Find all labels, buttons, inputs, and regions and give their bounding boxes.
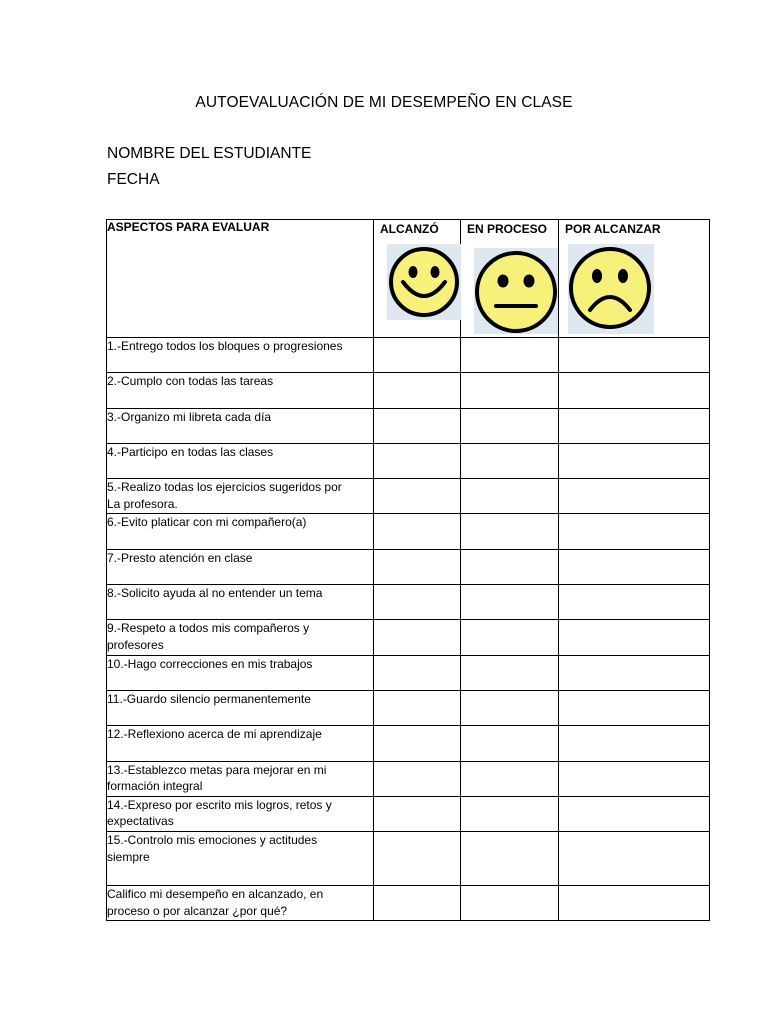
to-achieve-cell[interactable] bbox=[559, 338, 710, 373]
aspects-header: ASPECTOS PARA EVALUAR bbox=[107, 220, 374, 338]
aspect-text: 8.-Solicito ayuda al no entender un tema bbox=[107, 586, 323, 601]
table-row bbox=[107, 620, 710, 655]
achieved-cell[interactable] bbox=[374, 886, 461, 921]
achieved-cell[interactable] bbox=[374, 796, 461, 831]
aspect-text: 9.-Respeto a todos mis compañeros y bbox=[107, 621, 310, 636]
table-row bbox=[107, 726, 710, 761]
level-label-in-progress: EN PROCESO bbox=[467, 222, 548, 236]
to-achieve-cell[interactable] bbox=[559, 479, 710, 514]
table-row bbox=[107, 479, 710, 514]
aspect-cell bbox=[107, 886, 374, 921]
achieved-cell[interactable] bbox=[374, 443, 461, 478]
table-row bbox=[107, 443, 710, 478]
achieved-cell[interactable] bbox=[374, 655, 461, 690]
achieved-cell[interactable] bbox=[374, 408, 461, 443]
level-header-to-achieve bbox=[559, 220, 710, 338]
to-achieve-cell[interactable] bbox=[559, 514, 710, 549]
to-achieve-cell[interactable] bbox=[559, 655, 710, 690]
aspect-cell bbox=[107, 690, 374, 725]
to-achieve-cell[interactable] bbox=[559, 549, 710, 584]
aspect-cell bbox=[107, 479, 374, 514]
aspect-text-cont: expectativas bbox=[107, 814, 174, 829]
achieved-cell[interactable] bbox=[374, 761, 461, 796]
to-achieve-cell[interactable] bbox=[559, 585, 710, 620]
table-row bbox=[107, 514, 710, 549]
aspect-cell bbox=[107, 549, 374, 584]
aspect-cell bbox=[107, 585, 374, 620]
aspect-cell bbox=[107, 796, 374, 831]
aspect-cell bbox=[107, 408, 374, 443]
achieved-cell[interactable] bbox=[374, 549, 461, 584]
to-achieve-cell[interactable] bbox=[559, 373, 710, 408]
in-progress-cell[interactable] bbox=[461, 796, 559, 831]
aspect-text: 14.-Expreso por escrito mis logros, retos y bbox=[107, 797, 332, 812]
aspect-cell bbox=[107, 761, 374, 796]
in-progress-cell[interactable] bbox=[461, 373, 559, 408]
aspect-text: 15.-Controlo mis emociones y actitudes bbox=[107, 833, 318, 848]
table-row bbox=[107, 373, 710, 408]
in-progress-cell[interactable] bbox=[461, 514, 559, 549]
achieved-cell[interactable] bbox=[374, 690, 461, 725]
in-progress-cell[interactable] bbox=[461, 479, 559, 514]
neutral-face-icon bbox=[474, 248, 558, 334]
aspect-text: 2.-Cumplo con todas las tareas bbox=[107, 374, 274, 389]
level-label-achieved: ALCANZÓ bbox=[380, 222, 439, 236]
aspect-text: 4.-Participo en todas las clases bbox=[107, 444, 274, 459]
aspect-text-cont: proceso o por alcanzar ¿por qué? bbox=[107, 903, 288, 918]
aspect-cell bbox=[107, 832, 374, 886]
evaluation-table bbox=[106, 219, 710, 921]
in-progress-cell[interactable] bbox=[461, 408, 559, 443]
level-label-to-achieve: POR ALCANZAR bbox=[565, 222, 661, 236]
table-row bbox=[107, 690, 710, 725]
aspect-text-cont: profesores bbox=[107, 637, 164, 652]
aspect-text: 1.-Entrego todos los bloques o progresiones bbox=[107, 339, 343, 353]
to-achieve-cell[interactable] bbox=[559, 761, 710, 796]
achieved-cell[interactable] bbox=[374, 514, 461, 549]
to-achieve-cell[interactable] bbox=[559, 690, 710, 725]
aspect-cell bbox=[107, 514, 374, 549]
to-achieve-cell[interactable] bbox=[559, 443, 710, 478]
date-label: FECHA bbox=[107, 171, 160, 188]
aspect-text: 12.-Reflexiono acerca de mi aprendizaje bbox=[107, 727, 322, 742]
aspect-text-cont: formación integral bbox=[107, 779, 203, 794]
table-header-row bbox=[107, 220, 710, 338]
table-row bbox=[107, 655, 710, 690]
in-progress-cell[interactable] bbox=[461, 726, 559, 761]
achieved-cell[interactable] bbox=[374, 620, 461, 655]
table-row bbox=[107, 832, 710, 886]
to-achieve-cell[interactable] bbox=[559, 620, 710, 655]
achieved-cell[interactable] bbox=[374, 479, 461, 514]
happy-face-icon bbox=[387, 244, 461, 320]
in-progress-cell[interactable] bbox=[461, 655, 559, 690]
to-achieve-cell[interactable] bbox=[559, 408, 710, 443]
achieved-cell[interactable] bbox=[374, 726, 461, 761]
aspect-text: 11.-Guardo silencio permanentemente bbox=[107, 691, 311, 706]
aspect-text-cont: siempre bbox=[107, 849, 150, 864]
table-row bbox=[107, 761, 710, 796]
in-progress-cell[interactable] bbox=[461, 620, 559, 655]
achieved-cell[interactable] bbox=[374, 338, 461, 373]
table-row bbox=[107, 408, 710, 443]
aspect-text: 13.-Establezco metas para mejorar en mi bbox=[107, 762, 327, 777]
table-row bbox=[107, 886, 710, 921]
table-row bbox=[107, 549, 710, 584]
in-progress-cell[interactable] bbox=[461, 549, 559, 584]
aspect-text: 5.-Realizo todas los ejercicios sugeridos por bbox=[107, 480, 342, 495]
to-achieve-cell[interactable] bbox=[559, 726, 710, 761]
aspect-cell bbox=[107, 443, 374, 478]
in-progress-cell[interactable] bbox=[461, 832, 559, 886]
sad-face-icon bbox=[568, 244, 654, 334]
aspect-text-cont: La profesora. bbox=[107, 496, 178, 511]
student-name-label: NOMBRE DEL ESTUDIANTE bbox=[107, 145, 312, 162]
in-progress-cell[interactable] bbox=[461, 585, 559, 620]
level-header-in-progress bbox=[461, 220, 559, 338]
table-row bbox=[107, 796, 710, 831]
to-achieve-cell[interactable] bbox=[559, 832, 710, 886]
aspect-cell bbox=[107, 726, 374, 761]
achieved-cell[interactable] bbox=[374, 832, 461, 886]
in-progress-cell[interactable] bbox=[461, 690, 559, 725]
aspect-text: 7.-Presto atención en clase bbox=[107, 550, 253, 565]
in-progress-cell[interactable] bbox=[461, 443, 559, 478]
aspect-text: 10.-Hago correcciones en mis trabajos bbox=[107, 656, 313, 671]
aspect-text: Califico mi desempeño en alcanzado, en bbox=[107, 887, 324, 902]
aspect-text: 6.-Evito platicar con mi compañero(a) bbox=[107, 515, 307, 530]
level-header-achieved bbox=[374, 220, 461, 338]
in-progress-cell[interactable] bbox=[461, 761, 559, 796]
aspect-cell bbox=[107, 338, 374, 373]
table-row bbox=[107, 585, 710, 620]
to-achieve-cell[interactable] bbox=[559, 886, 710, 921]
achieved-cell[interactable] bbox=[374, 373, 461, 408]
table-row bbox=[107, 338, 710, 373]
achieved-cell[interactable] bbox=[374, 585, 461, 620]
aspect-cell bbox=[107, 655, 374, 690]
document-title: AUTOEVALUACIÓN DE MI DESEMPEÑO EN CLASE bbox=[195, 94, 573, 111]
aspect-cell bbox=[107, 620, 374, 655]
aspect-text: 3.-Organizo mi libreta cada día bbox=[107, 409, 272, 424]
in-progress-cell[interactable] bbox=[461, 886, 559, 921]
aspect-cell bbox=[107, 373, 374, 408]
in-progress-cell[interactable] bbox=[461, 338, 559, 373]
to-achieve-cell[interactable] bbox=[559, 796, 710, 831]
